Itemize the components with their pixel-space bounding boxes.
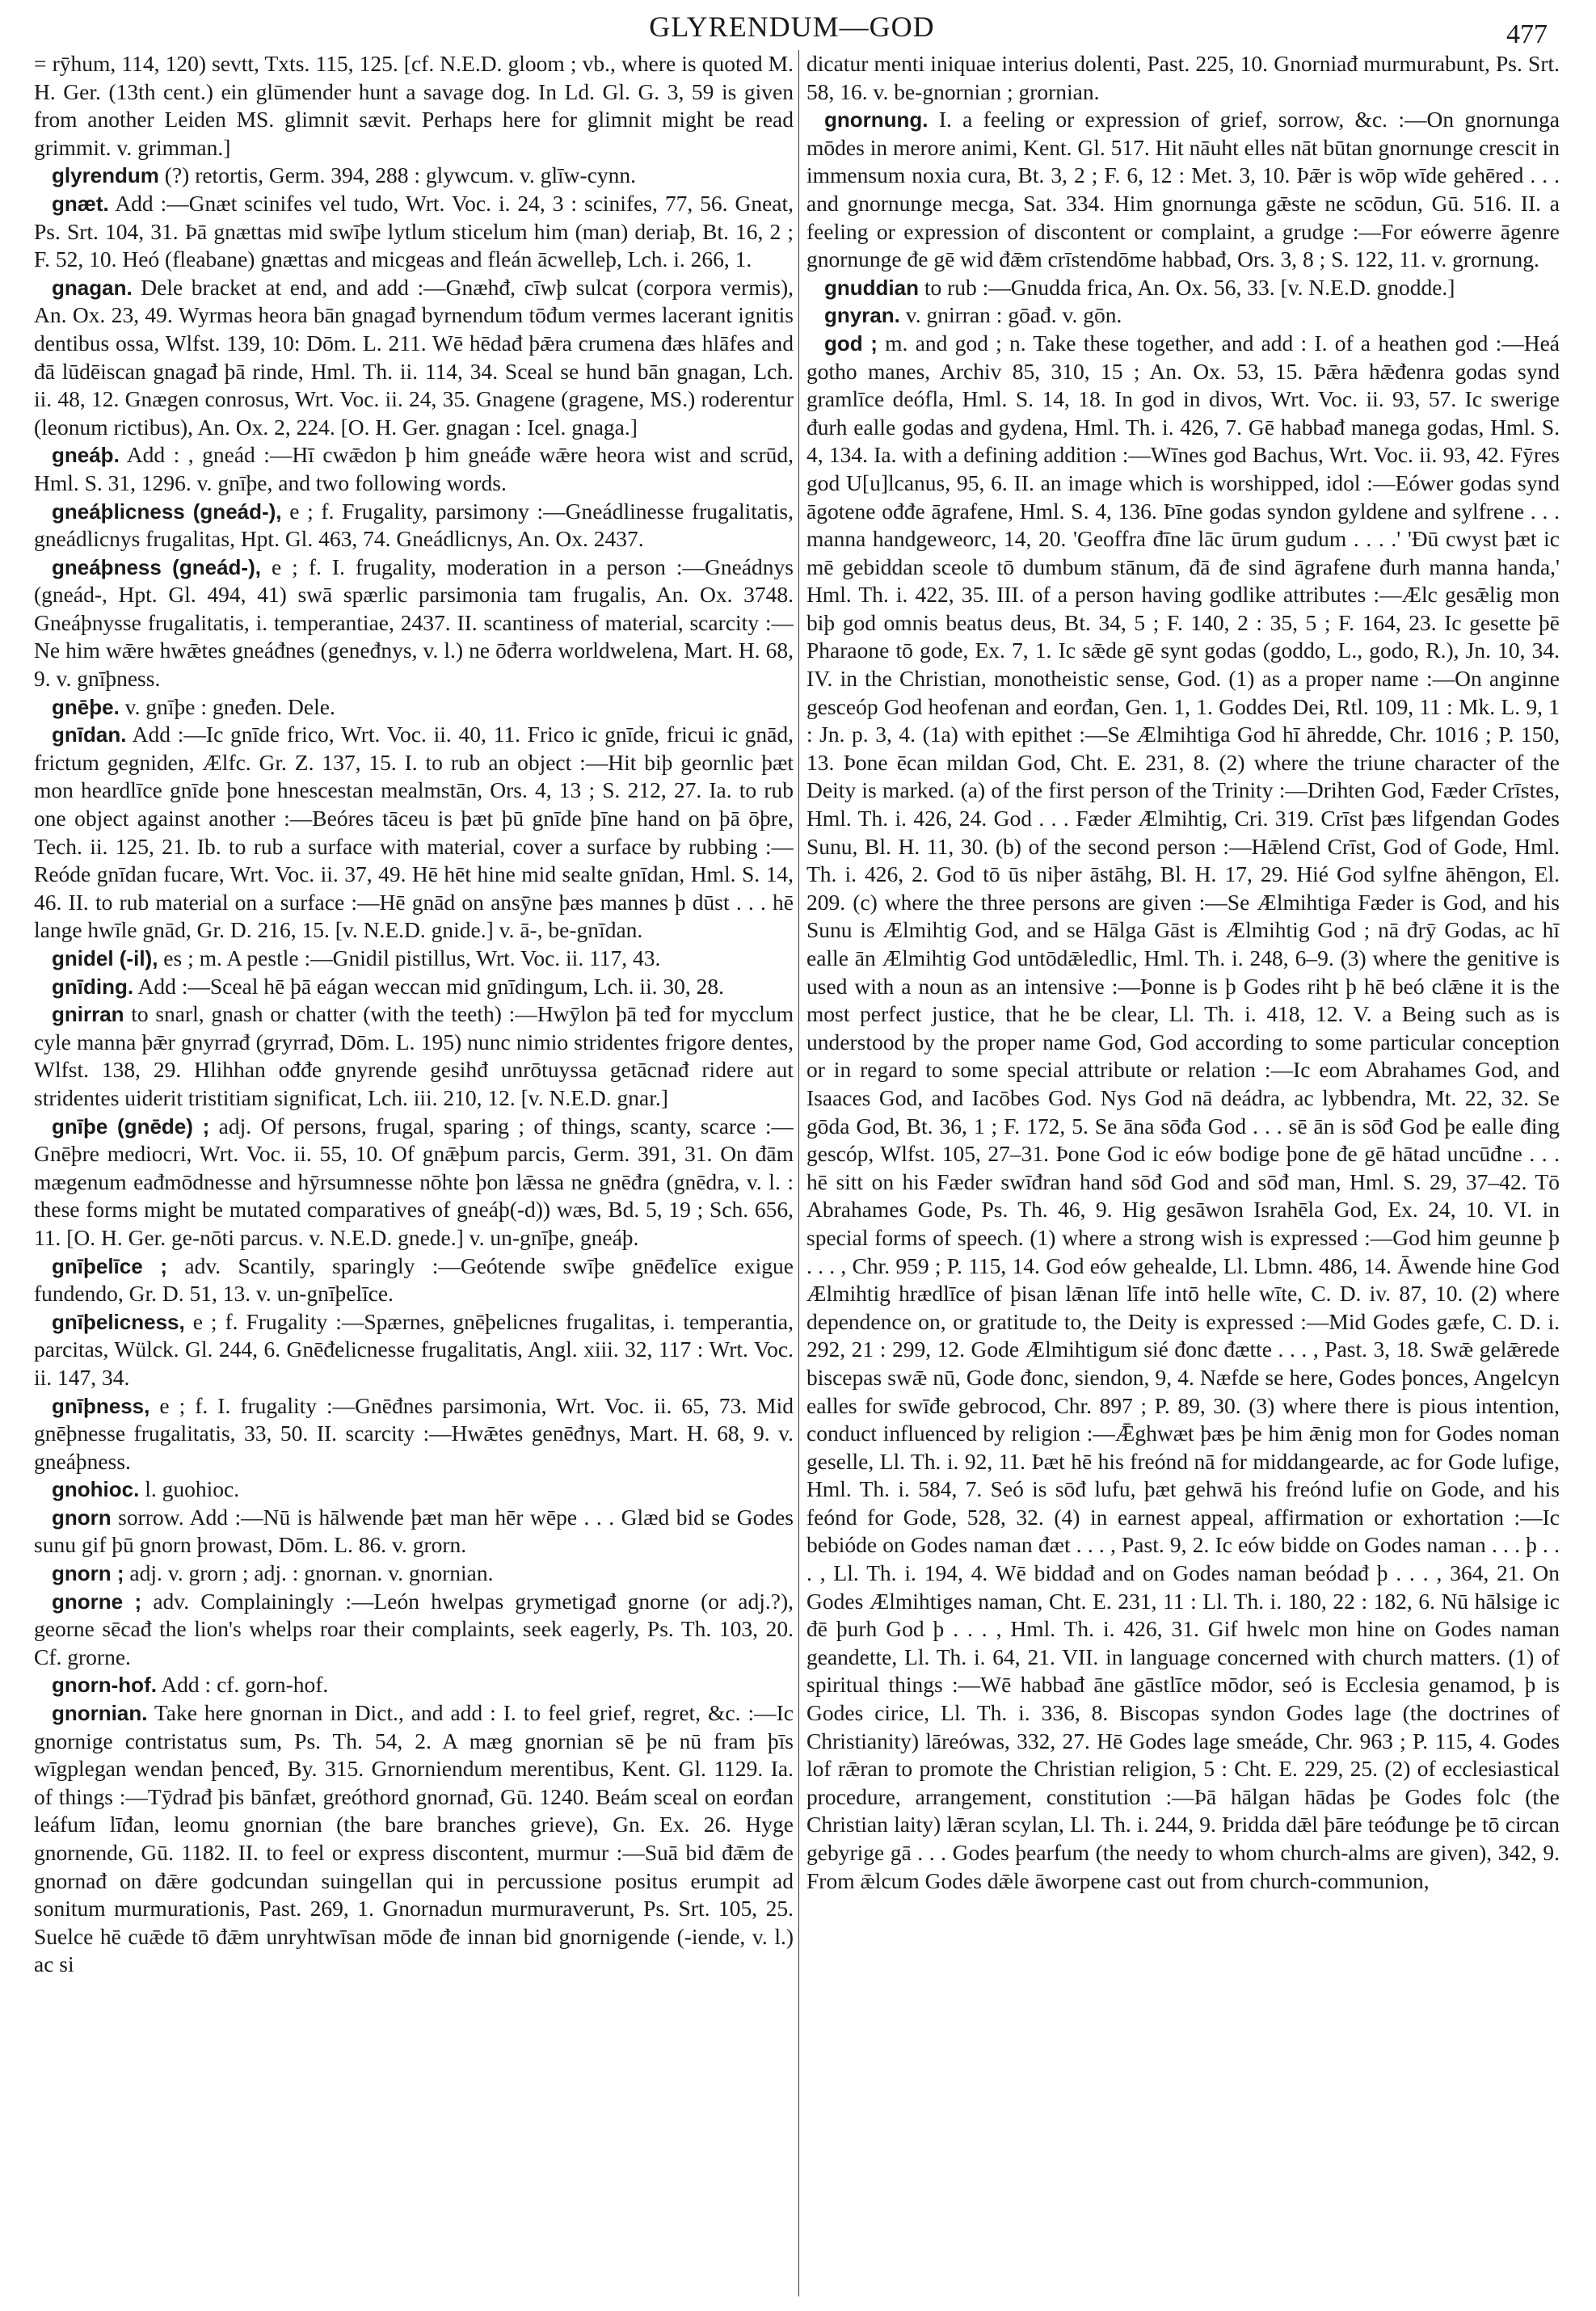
entry-headword: gnorn ; [52, 1561, 124, 1586]
dictionary-entry [34, 1475, 794, 1504]
entry-text: adj. Of persons, frugal, sparing ; of things, scanty, scarce :—Gnēþre mediocri, Wrt. Voc. ii. 55, 10. Of gnǣþum parcis, Germ. 391, 31. On đām mægenum eađmōdnesse and hȳrsumnesse nōhte þon lǣssa ne gnēđra (gnēdra, v. l. : these forms might be mutated comparatives of gneáþ(-d)) wæs, Bd. 5, 19 ; Sch. 656, 11. [O. H. Ger. ge-nōti parcus. v. N.E.D. gnede.] v. un-gnīþe, gneáþ. [34, 1113, 794, 1250]
dictionary-entry [34, 1504, 794, 1560]
entry-headword: gnyran. [824, 303, 900, 328]
entry-text: adj. v. grorn ; adj. : gnornan. v. gnornian. [129, 1560, 494, 1586]
entry-headword: gneáþness (gneád-), [52, 554, 261, 579]
entry-headword: gnīþelicness, [52, 1309, 185, 1334]
dictionary-entry [34, 1560, 794, 1588]
dictionary-entry [806, 301, 1560, 330]
entry-headword: gnohioc. [52, 1477, 140, 1502]
entry-text: adv. Scantily, sparingly :—Geótende swīþe gnēđelīce exigue fundendo, Gr. D. 51, 13. v. un-gnīþelīce. [34, 1252, 794, 1307]
entry-headword: god ; [824, 330, 878, 356]
entry-headword: gnirran [52, 1002, 124, 1027]
entry-text: Add : , gneád :—Hī cwǣdon þ him gneáđe wǣre heora wist and scrūd, Hml. S. 31, 1296. v. gnīþe, and two following words. [34, 442, 794, 495]
entry-text: e ; f. Frugality, parsimony :—Gneádlinesse frugalitatis, gneádlicnys frugalitas, Hpt. Gl. 463, 74. Gneádlicnys, An. Ox. 2437. [34, 498, 794, 552]
entry-headword: gnorn [52, 1505, 112, 1530]
entry-headword: glyrendum [52, 163, 159, 188]
entry-headword: gnagan. [52, 275, 133, 300]
column-divider [798, 50, 799, 2296]
running-head [0, 8, 1596, 49]
entry-text: to rub :—Gnudda frica, An. Ox. 56, 33. [v. N.E.D. gnodde.] [924, 274, 1455, 300]
entry-headword: gneáþlicness (gneád-), [52, 499, 282, 524]
entry-text: e ; f. I. frugality, moderation in a person :—Gneádnys (gneád-, Hpt. Gl. 494, 41) swā spærlic parsimonia tam frugalis, An. Ox. 3748. Gneáþnysse frugalitatis, i. temperantiae, 2437. II. scantiness of material, scarcity :—Ne him wǣre hwǣtes gneáđnes (geneđnys, v. l.) ne ōđerra worldwelena, Mart. H. 68, 9. v. gnīþness. [34, 554, 794, 692]
entry-text: v. gnīþe : gneđen. Dele. [124, 693, 335, 719]
entry-text: e ; f. Frugality :—Spærnes, gnēþelicnes frugalitas, i. temperantia, parcitas, Wülck. Gl. 244, 6. Gnēđelicnesse frugalitatis, Angl. xiii. 32, 117 : Wrt. Voc. ii. 147, 34. [34, 1308, 794, 1390]
entry-headword: gnornian. [52, 1701, 148, 1726]
entry-text: sorrow. Add :—Nū is hālwende þæt man hēr wēpe . . . Glæd bid se Godes sunu gif þū gnorn þrowast, Dōm. L. 86. v. grorn. [34, 1504, 794, 1558]
entry-headword: gnēþe. [52, 694, 120, 719]
entry-text: Add :—Ic gnīde frico, Wrt. Voc. ii. 40, 11. Frico ic gnīde, fricui ic gnād, frictum gegniden, Ælfc. Gr. Z. 137, 15. I. to rub an object :—Hit biþ geornlic þæt mon heardlīce gnīde þone hnescestan mealmstān, Ors. 4, 13 ; S. 212, 27. Ia. to rub one object against another :—Beóres tāceu is þæt þū gnīde þīne hand on þā ōþre, Tech. ii. 125, 21. Ib. to rub a surface with material, cover a surface by rubbing :—Reóde gnīdan fucare, Wrt. Voc. ii. 37, 49. Hē hēt hine mid sealte gnīdan, Hml. S. 14, 46. II. to rub material on a surface :—Hē gnād on ansȳne þæs mannes þ dūst . . . hē lange hwīle gnād, Gr. D. 216, 15. [v. N.E.D. gnide.] v. ā-, be-gnīdan. [34, 722, 794, 943]
dictionary-entry [34, 190, 794, 274]
left-column [34, 50, 794, 2296]
entry-text: e ; f. I. frugality :—Gnēđnes parsimonia, Wrt. Voc. ii. 65, 73. Mid gnēþnesse frugalitatis, 33, 50. II. scarcity :—Hwǣtes genēđnys, Mart. H. 68, 9. v. gneáþness. [34, 1392, 794, 1474]
dictionary-entry [34, 1252, 794, 1308]
dictionary-entry [34, 945, 794, 973]
entry-headword: gnīþness, [52, 1393, 150, 1418]
dictionary-entry [34, 721, 794, 945]
dictionary-entry [34, 1113, 794, 1252]
page-title: GLYRENDUM—GOD [649, 11, 935, 43]
entry-text: es ; m. A pestle :—Gnidil pistillus, Wrt. Voc. ii. 117, 43. [163, 945, 661, 970]
entry-text: (?) retortis, Germ. 394, 288 : glywcum. v. glīw-cynn. [164, 162, 637, 188]
entry-headword: gnuddian [824, 275, 919, 300]
entry-headword: gnorne ; [52, 1589, 142, 1614]
entry-text: Dele bracket at end, and add :—Gnæhđ, cīwþ sulcat (corpora vermis), An. Ox. 23, 49. Wyrmas heora bān gnagađ byrnendum tōđum vermes lacerant ignitis dentibus ossa, Wlfst. 139, 10: Dōm. L. 211. Wē hēdađ þǣra crumena đæs hlāfes and đā lūdēiscan gnagađ þā rinde, Hml. Th. ii. 114, 34. Sceal se hund bān gnagan, Lch. ii. 48, 12. Gnægen conrosus, Wrt. Voc. ii. 24, 35. Gnagene (gragene, MS.) roderentur (leonum rictibus), An. Ox. 2, 224. [O. H. Ger. gnagan : Icel. gnaga.] [34, 274, 794, 440]
entry-text: m. and god ; n. Take these together, and add : I. of a heathen god :—Heá gotho manes, Archiv 85, 310, 15 ; An. Ox. 53, 15. Þǣra hǣđenra godas synd gramlīce deófla, Hml. S. 14, 18. In god in divos, Wrt. Voc. ii. 93, 57. Ic swerige đurh ealle godas and gydena, Hml. Th. i. 426, 7. Gē habbađ manega godas, Hml. S. 4, 134. Ia. with a defining addition :—Wīnes god Bachus, Wrt. Voc. ii. 93, 42. Fȳres god U[u]lcanus, 95, 6. II. an image which is worshipped, idol :—Eówer godas synd āgotene ođđe āgrafene, Hml. S. 4, 136. Þīne godas syndon gyldene and sylfrene . . . manna handgeweorc, 14, 20. 'Geoffra đīne lāc ūrum gudum . . . .' 'Đū cwyst þæt ic mē gebiddan sceole tō dumbum stānum, đā đe sind āgrafene đurh manna handa,' Hml. Th. i. 422, 35. III. of a person having godlike attributes :—Ælc gesǣlig mon biþ god omnis beatus deus, Bt. 34, 5 ; F. 140, 2 : 35, 5 ; F. 164, 23. Ic gesette þē Pharaone tō gode, Ex. 7, 1. Ic sǣde gē synt godas (goddo, L., godo, R.), Jn. 10, 34. IV. in the Christian, monotheistic sense, God. (1) as a proper name :—On anginne gesceóp God heofenan and eorđan, Gen. 1, 1. Goddes Dei, Rtl. 109, 11 : Mk. L. 9, 1 : Jn. p. 3, 4. (1a) with epithet :—Se Ælmihtiga God hī āhredde, Chr. 1016 ; P. 150, 13. Þone ēcan mildan God, Cht. E. 231, 8. (2) where the triune character of the Deity is marked. (a) of the first person of the Trinity :—Drihten God, Fæder Crīstes, Hml. Th. i. 426, 24. God . . . Fæder Ælmihtig, Cri. 319. Crīst þæs lifgendan Godes Sunu, Bl. H. 11, 30. (b) of the second person :—Hǣlend Crīst, God of Gode, Hml. Th. i. 426, 2. God tō ūs niþer āstāhg, Bl. H. 17, 29. Hié God sylfne āhēngon, El. 209. (c) where the three persons are given :—Se Ælmihtiga Fæder is God, and his Sunu is Ælmihtig God, and se Hālga Gāst is Ælmihtig God ; nā đrȳ Godas, ac hī ealle ān Ælmihtig God untōdǣledlic, Hml. Th. i. 248, 6–9. (3) where the genitive is used with a noun as an intensive :—Þonne is þ Godes riht þ hē beó clǣne it is the most perfect justice, that he be clear, Ll. Th. i. 418, 12. V. a Being such as is understood by the proper name God, God according to some particular conception or in regard to some special attribute or relation :—Ic eom Abrahames God, and Isaaces God, and Iacōbes God. Nys God nā deádra, ac lybbendra, Mt. 22, 32. Se gōda God, Bt. 36, 1 ; F. 172, 5. Se āna sōđa God . . . sē ān is sōđ God þe ealle đing gescóp, Wlfst. 105, 27–31. Þone God ic eów bodige þone đe gē hātad uncūđne . . . hē sitt on his Fæder swīđran hand sōđ God and sōđ man, Hml. S. 29, 37–42. Tō Abrahames Gode, Ps. Th. 46, 9. Hig gesāwon Israhēla God, Ex. 24, 10. VI. in special forms of speech. (1) where a strong wish is expressed :—God him geunne þ . . . , Chr. 959 ; P. 115, 14. God eów gehealde, Ll. Lbmn. 486, 14. Āwende hine God Ælmihtig hrædlīce of þisan lǣnan līfe intō helle wīte, C. D. iv. 87, 10. (2) where dependence on, or gratitude to, the Deity is expressed :—Mid Godes gæfe, C. D. i. 292, 21 : 299, 12. Gode Ælmihtigum sié đonc đætte . . . , Past. 3, 18. Swǣ gelǣrede biscepas swǣ nū, Gode đonc, siendon, 9, 4. Næfde se here, Godes þonces, Angelcyn ealles for swīđe gebrocod, Chr. 897 ; P. 89, 30. (3) where there is pious intention, conduct influenced by religion :—Ǣghwæt þæs þe him ǣnig mon for Godes noman geselle, Ll. Th. i. 92, 11. Þæt hē his freónd nā for middangearde, ac for Gode lufige, Hml. Th. i. 584, 7. Seó is sōđ lufu, þæt gehwā his freónd lufie on Gode, and his feónd for Gode, 528, 32. (4) in earnest appeal, affirmation or exhortation :—Ic bebióde on Godes naman đæt . . . , Past. 9, 2. Ic eów bidde on Godes naman . . . þ . . . , Ll. Th. i. 194, 4. Wē biddađ and on Godes naman beódađ þ . . . , 364, 21. On Godes Ælmihtiges naman, Cht. E. 231, 11 : Ll. Th. i. 180, 22 : 182, 6. Nū hālsige ic đē þurh God þ . . . , Hml. Th. i. 426, 31. Gif hwelc mon hine on Godes naman geandette, Ll. Th. i. 64, 21. VII. in language concerned with church matters. (1) of spiritual things :—Wē habbađ āne gāstlīce mōdor, seó is Ecclesia genamod, þ is Godes cirice, Ll. Th. i. 336, 8. Biscopas syndon Godes lage (the doctrines of Christianity) lāreówas, 332, 27. Hē Godes lage smeáde, Chr. 963 ; P. 115, 4. Godes lof rǣran to promote the Christian religion, 5 : Cht. E. 229, 25. (2) of ecclesiastical procedure, arrangement, constitution :—Þā hālgan hādas þe Godes folc (the Christian laity) lǣran scylan, Ll. Th. i. 244, 9. Þridda dǣl þāre teóđunge þe tō circan gebyrige gā . . . Godes þearfum (the needy to whom church-alms are given), 342, 9. From ǣlcum Godes dǣle āworpene cast out from church-communion, [806, 330, 1560, 1893]
dictionary-entry [806, 274, 1560, 302]
entry-text: = rȳhum, 114, 120) sevtt, Txts. 115, 125. [cf. N.E.D. gloom ; vb., where is quoted M. H. Ger. (13th cent.) ein glūmender hunt a savage dog. In Ld. Gl. G. 3, 59 is given from another Leiden MS. glimnit sævit. Perhaps here for glimnit might be read grimmit. v. grimman.] [34, 51, 794, 160]
dictionary-entry [34, 693, 794, 722]
entry-headword: gneáþ. [52, 443, 120, 468]
dictionary-entry [34, 274, 794, 442]
dictionary-entry [34, 1392, 794, 1476]
entry-text: Take here gnornan in Dict., and add : I. to feel grief, regret, &c. :—Ic gnornige contristatus sum, Ps. Th. 54, 2. A mæg gnornian sē þe nū fram þīs wīgplegan wendan þenceđ, By. 315. Grnorniendum merentibus, Kent. Gl. 1129. Ia. of things :—Tȳdrađ þis bānfæt, greóthord gnornađ, Gū. 1240. Beám sceal on eorđan leáfum līđan, leomu gnornian (the bare branches grieve), Gn. Ex. 26. Hyge gnornende, Gū. 1182. II. to feel or express discontent, murmur :—Suā bid đǣm đe gnornađ on đǣre godcundan suingellan qui in percussione positus erumpit ad sonitum murmurationis, Past. 269, 1. Gnornadun murmuraverunt, Ps. Srt. 105, 25. Suelce hē cuǣde tō đǣm unryhtwīsan mōde đe innan bid gnornigende (-iende, v. l.) ac si [34, 1700, 794, 1977]
entry-headword: gnæt. [52, 191, 109, 216]
dictionary-entry [806, 50, 1560, 106]
dictionary-entry [34, 1000, 794, 1112]
dictionary-entry [34, 441, 794, 497]
dictionary-entry [34, 498, 794, 554]
entry-text: Add :—Gnæt scinifes vel tudo, Wrt. Voc. i. 24, 3 : scinifes, 77, 56. Gneat, Ps. Srt. 104, 31. Þā gnættas mid swīþe lytlum sticelum him (man) deriaþ, Bt. 16, 2 ; F. 52, 10. Heó (fleabane) gnættas and micgeas and fleán ācwelleþ, Lch. i. 266, 1. [34, 190, 794, 272]
entry-text: to snarl, gnash or chatter (with the teeth) :—Hwȳlon þā teđ for mycclum cyle manna þǣr gnyrrađ (gryrrađ, Dōm. L. 195) nunc nimio stridentes frigore dentes, Wlfst. 138, 29. Hlihhan ođđe gnyrende gesihđ unrōtuyssa getācnađ ridere aut stridentes uiderit tristitiam significat, Lch. iii. 210, 12. [v. N.E.D. gnar.] [34, 1001, 794, 1110]
page-number: 477 [1506, 19, 1548, 49]
entry-text: Add :—Sceal hē þā eágan weccan mid gnīdingum, Lch. ii. 30, 28. [137, 973, 724, 999]
entry-text: dicatur menti iniquae interius dolenti, Past. 225, 10. Gnorniađ murmurabunt, Ps. Srt. 58, 16. v. be-gnornian ; grornian. [806, 51, 1560, 104]
dictionary-entry [34, 1308, 794, 1392]
entry-headword: gnīþelīce ; [52, 1253, 168, 1278]
entry-text: Add : cf. gorn-hof. [161, 1672, 329, 1698]
entry-headword: gnīding. [52, 974, 134, 999]
entry-headword: gnidel (-il), [52, 946, 158, 970]
entry-text: v. gnirran : gōađ. v. gōn. [905, 302, 1122, 328]
dictionary-entry [34, 554, 794, 693]
dictionary-entry [34, 1699, 794, 1979]
entry-text: adv. Complainingly :—León hwelpas grymetigađ gnorne (or adj.?), geornе sēcađ the lion's whelps roar their complaints, seek eagerly, Ps. Th. 103, 20. Cf. grorne. [34, 1588, 794, 1669]
entry-headword: gnīþe (gnēde) ; [52, 1113, 210, 1139]
dictionary-entry [34, 50, 794, 162]
dictionary-entry [34, 1671, 794, 1699]
dictionary-entry [806, 330, 1560, 1895]
dictionary-entry [34, 1588, 794, 1672]
entry-text: l. guohioc. [145, 1476, 240, 1502]
entry-headword: gnīdan. [52, 722, 127, 747]
right-column [806, 50, 1560, 2296]
entry-headword: gnorn-hof. [52, 1673, 157, 1698]
dictionary-entry [34, 162, 794, 190]
dictionary-entry [806, 106, 1560, 274]
entry-text: I. a feeling or expression of grief, sorrow, &c. :—On gnornunga mōdes in merore animi, Kent. Gl. 517. Hit nāuht elles nāt būtan gnornunge crescit in immensum noxia cura, Bt. 3, 2 ; F. 6, 12 : Met. 3, 10. Þǣr is wōp wīde gehēred . . . and gnornunge mecga, Sat. 334. Him gnornunga gǣste ne scōdun, Gū. 516. II. a feeling or expression of discontent or complaint, a grudge :—For eówerre āgenre gnornunge đe gē wid đǣm crīstendōme habbađ, Ors. 3, 8 ; S. 122, 11. v. grornung. [806, 107, 1560, 272]
dictionary-entry [34, 973, 794, 1001]
entry-headword: gnornung. [824, 107, 929, 133]
